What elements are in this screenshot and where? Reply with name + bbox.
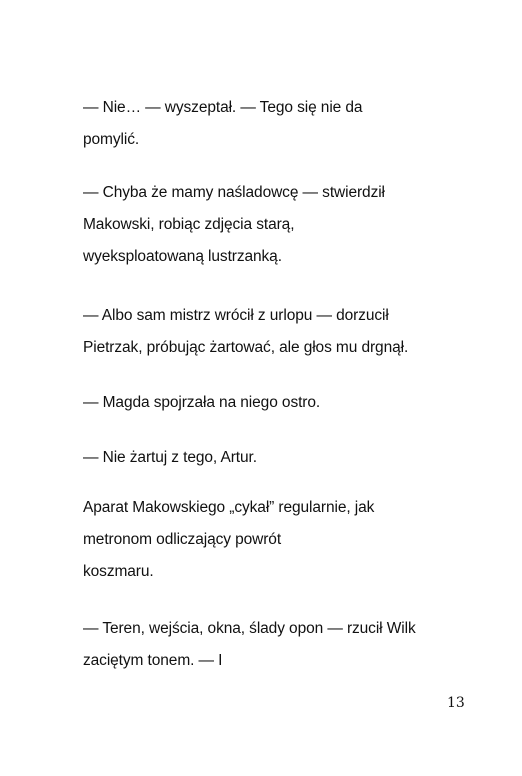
paragraph-line: Pietrzak, próbując żartować, ale głos mu drgnął. — [83, 339, 409, 356]
page-number: 13 — [447, 695, 465, 711]
paragraph-line: wyeksploatowaną lustrzanką. — [83, 248, 282, 265]
paragraph-line: — Albo sam mistrz wrócił z urlopu — dorzucił — [83, 307, 389, 324]
paragraph-line: — Magda spojrzała na niego ostro. — [83, 394, 321, 411]
paragraph-2 — [83, 177, 483, 273]
paragraph-6 — [83, 492, 483, 588]
paragraph-7 — [83, 613, 483, 677]
paragraph-line: — Chyba że mamy naśladowcę — stwierdził — [83, 184, 385, 201]
paragraph-5 — [83, 442, 483, 474]
paragraph-line: pomylić. — [83, 131, 140, 148]
paragraph-line: — Nie żartuj z tego, Artur. — [83, 449, 257, 466]
paragraph-1 — [83, 92, 483, 156]
paragraph-line: koszmaru. — [83, 563, 154, 580]
paragraph-line: metronom odliczający powrót — [83, 531, 282, 548]
paragraph-line: zaciętym tonem. — I — [83, 652, 223, 669]
paragraph-line: — Teren, wejścia, okna, ślady opon — rzucił Wilk — [83, 620, 416, 637]
paragraph-3 — [83, 300, 483, 364]
paragraph-4 — [83, 387, 483, 419]
paragraph-line: Aparat Makowskiego „cykał” regularnie, jak — [83, 499, 375, 516]
paragraph-line: — Nie… — wyszeptał. — Tego się nie da — [83, 99, 363, 116]
paragraph-line: Makowski, robiąc zdjęcia starą, — [83, 216, 295, 233]
